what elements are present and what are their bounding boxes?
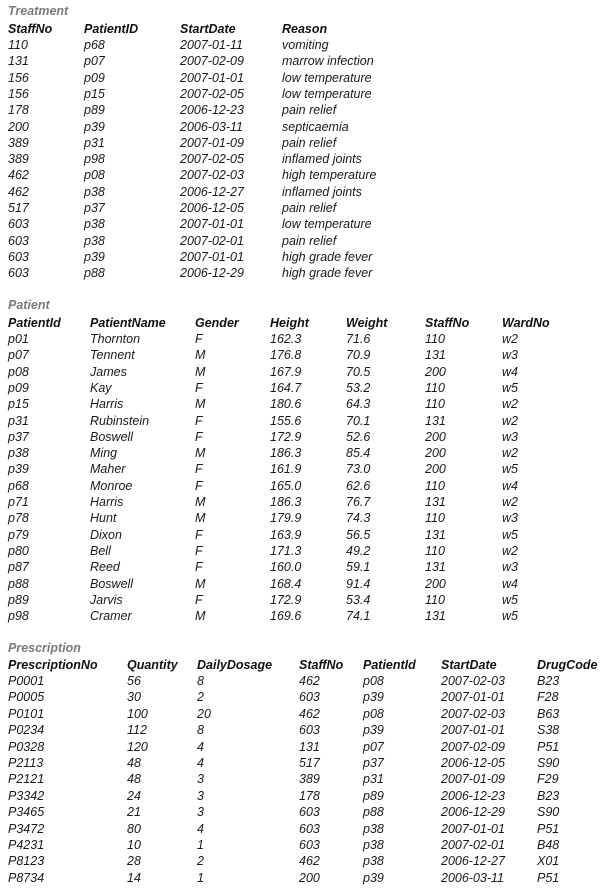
- patient-cell-weight: 70.9: [346, 348, 371, 363]
- patient-cell-height: 168.4: [270, 576, 302, 591]
- patient-cell-height: 162.3: [270, 332, 302, 346]
- treatment-header-start-date: StartDate: [180, 22, 236, 36]
- patient-cell-ward-no: w2: [502, 397, 518, 412]
- prescription-cell-staff-no: 131: [299, 739, 320, 754]
- prescription-cell-prescription-no: P8123: [8, 854, 45, 869]
- patient-cell-staff-no: 131: [425, 560, 446, 575]
- prescription-cell-drug-code: F29: [537, 772, 559, 787]
- treatment-cell-reason: vomiting: [282, 38, 329, 52]
- treatment-title: Treatment: [8, 4, 69, 18]
- treatment-cell-start-date: 2006-03-11: [180, 119, 244, 134]
- treatment-cell-reason: low temperature: [282, 70, 372, 85]
- prescription-cell-drug-code: P51: [537, 870, 560, 885]
- prescription-cell-prescription-no: P2121: [8, 772, 45, 787]
- treatment-cell-patient-id: p08: [84, 168, 105, 183]
- prescription-cell-staff-no: 462: [299, 706, 320, 721]
- patient-cell-weight: 70.5: [346, 364, 371, 379]
- treatment-cell-reason: high grade fever: [282, 266, 373, 281]
- treatment-cell-reason: pain relief: [282, 201, 337, 215]
- patient-cell-patient-name: Bell: [90, 543, 111, 558]
- patient-cell-ward-no: w3: [502, 511, 518, 526]
- prescription-cell-quantity: 21: [127, 805, 141, 820]
- prescription-cell-drug-code: S38: [537, 723, 560, 738]
- prescription-cell-patient-id: p38: [363, 854, 384, 869]
- prescription-cell-staff-no: 200: [299, 870, 320, 885]
- patient-cell-staff-no: 200: [425, 364, 446, 379]
- patient-cell-height: 155.6: [270, 413, 302, 428]
- treatment-cell-staff-no: 462: [8, 168, 29, 183]
- patient-cell-staff-no: 110: [425, 397, 445, 412]
- treatment-cell-start-date: 2007-02-03: [180, 168, 244, 183]
- treatment-cell-reason: pain relief: [282, 103, 337, 118]
- prescription-cell-daily-dosage: 1: [197, 870, 204, 885]
- treatment-cell-patient-id: p98: [84, 152, 105, 167]
- patient-cell-gender: M: [195, 495, 206, 509]
- patient-cell-ward-no: w3: [502, 429, 518, 444]
- patient-cell-patient-id: p78: [8, 511, 29, 526]
- patient-cell-gender: M: [195, 397, 206, 412]
- treatment-cell-reason: low temperature: [282, 86, 372, 101]
- patient-cell-weight: 76.7: [346, 495, 371, 509]
- prescription-cell-quantity: 14: [127, 870, 141, 885]
- patient-cell-height: 186.3: [270, 495, 302, 509]
- treatment-cell-staff-no: 156: [8, 86, 29, 101]
- prescription-cell-drug-code: P51: [537, 821, 560, 836]
- patient-cell-patient-id: p87: [8, 560, 29, 575]
- prescription-cell-daily-dosage: 3: [197, 772, 204, 787]
- prescription-cell-start-date: 2007-01-09: [441, 772, 505, 787]
- patient-cell-patient-name: Boswell: [90, 429, 134, 444]
- treatment-cell-reason: inflamed joints: [282, 184, 362, 199]
- treatment-header-reason: Reason: [282, 22, 328, 36]
- treatment-cell-patient-id: p39: [84, 249, 105, 264]
- patient-cell-patient-name: Ming: [90, 446, 118, 461]
- treatment-cell-reason: low temperature: [282, 217, 372, 232]
- prescription-cell-prescription-no: P8734: [8, 870, 45, 885]
- patient-cell-gender: F: [195, 429, 203, 444]
- patient-cell-ward-no: w2: [502, 413, 518, 428]
- treatment-cell-patient-id: p31: [84, 135, 105, 150]
- prescription-cell-prescription-no: P4231: [8, 838, 45, 852]
- patient-cell-height: 160.0: [270, 560, 302, 575]
- patient-cell-patient-name: Harris: [90, 397, 124, 412]
- patient-title: Patient: [8, 298, 50, 312]
- patient-header-staff-no: StaffNo: [425, 316, 470, 330]
- patient-cell-height: 172.9: [270, 429, 302, 444]
- prescription-cell-staff-no: 603: [299, 838, 320, 852]
- patient-cell-height: 186.3: [270, 446, 302, 461]
- patient-cell-gender: M: [195, 576, 206, 591]
- patient-cell-height: 163.9: [270, 527, 302, 542]
- prescription-cell-prescription-no: P3472: [8, 821, 45, 836]
- prescription-cell-prescription-no: P0234: [8, 723, 45, 738]
- prescription-cell-start-date: 2007-02-03: [441, 706, 505, 721]
- treatment-cell-start-date: 2007-02-05: [180, 152, 244, 167]
- prescription-cell-quantity: 56: [127, 674, 141, 688]
- prescription-cell-start-date: 2007-02-09: [441, 739, 505, 754]
- prescription-cell-daily-dosage: 8: [197, 723, 204, 738]
- prescription-cell-staff-no: 389: [299, 772, 320, 787]
- patient-cell-patient-name: Cramer: [90, 609, 132, 624]
- treatment-cell-staff-no: 603: [8, 233, 29, 248]
- prescription-cell-prescription-no: P3465: [8, 805, 45, 820]
- prescription-header-quantity: Quantity: [127, 658, 178, 672]
- patient-cell-patient-name: Kay: [90, 380, 112, 395]
- patient-cell-patient-id: p80: [8, 543, 29, 558]
- prescription-cell-quantity: 30: [127, 690, 141, 705]
- patient-cell-height: 165.0: [270, 478, 302, 493]
- prescription-cell-quantity: 48: [127, 772, 141, 787]
- patient-cell-patient-name: Hunt: [90, 511, 117, 526]
- prescription-cell-start-date: 2006-12-05: [441, 756, 505, 770]
- prescription-cell-daily-dosage: 4: [197, 821, 204, 836]
- treatment-cell-patient-id: p39: [84, 119, 105, 134]
- treatment-cell-staff-no: 389: [8, 152, 29, 167]
- prescription-cell-staff-no: 462: [299, 854, 320, 869]
- treatment-cell-staff-no: 110: [8, 38, 28, 52]
- patient-cell-height: 172.9: [270, 592, 302, 607]
- patient-cell-patient-id: p09: [8, 380, 29, 395]
- patient-cell-weight: 56.5: [346, 527, 371, 542]
- treatment-header-patient-id: PatientID: [84, 22, 139, 36]
- patient-cell-height: 171.3: [270, 543, 302, 558]
- prescription-cell-patient-id: p38: [363, 821, 384, 836]
- treatment-cell-staff-no: 517: [8, 201, 29, 215]
- patient-cell-patient-id: p79: [8, 527, 29, 542]
- treatment-cell-staff-no: 603: [8, 217, 29, 232]
- treatment-cell-patient-id: p38: [84, 217, 105, 232]
- treatment-cell-patient-id: p37: [84, 201, 105, 215]
- prescription-cell-daily-dosage: 8: [197, 674, 204, 688]
- treatment-cell-start-date: 2006-12-23: [180, 103, 244, 118]
- prescription-header-drug-code: DrugCode: [537, 658, 598, 672]
- patient-cell-patient-id: p15: [8, 397, 29, 412]
- treatment-cell-reason: pain relief: [282, 233, 337, 248]
- treatment-cell-start-date: 2007-01-11: [180, 38, 244, 52]
- prescription-header-staff-no: StaffNo: [299, 658, 344, 672]
- treatment-cell-start-date: 2007-01-09: [180, 135, 244, 150]
- patient-cell-patient-id: p68: [8, 478, 29, 493]
- patient-cell-patient-id: p31: [8, 413, 29, 428]
- prescription-cell-daily-dosage: 3: [197, 805, 204, 820]
- patient-cell-ward-no: w2: [502, 446, 518, 461]
- patient-cell-staff-no: 200: [425, 446, 446, 461]
- treatment-cell-patient-id: p38: [84, 233, 105, 248]
- patient-cell-height: 169.6: [270, 609, 302, 624]
- prescription-cell-quantity: 112: [127, 723, 147, 738]
- patient-cell-height: 179.9: [270, 511, 302, 526]
- patient-cell-patient-name: James: [90, 364, 127, 379]
- treatment-cell-reason: marrow infection: [282, 54, 374, 69]
- patient-cell-patient-id: p08: [8, 364, 29, 379]
- prescription-cell-patient-id: p31: [363, 772, 384, 787]
- prescription-cell-start-date: 2006-12-23: [441, 788, 505, 803]
- prescription-header-patient-id: PatientId: [363, 658, 416, 672]
- patient-cell-weight: 71.6: [346, 332, 371, 346]
- prescription-cell-start-date: 2007-01-01: [441, 821, 505, 836]
- patient-cell-patient-name: Monroe: [90, 478, 133, 493]
- patient-cell-ward-no: w4: [502, 478, 518, 493]
- prescription-cell-drug-code: F28: [537, 690, 559, 705]
- prescription-cell-prescription-no: P0005: [8, 690, 45, 705]
- treatment-cell-patient-id: p09: [84, 70, 105, 85]
- patient-cell-ward-no: w5: [502, 462, 518, 477]
- patient-cell-staff-no: 110: [425, 543, 445, 558]
- treatment-cell-staff-no: 389: [8, 135, 29, 150]
- prescription-cell-start-date: 2007-02-03: [441, 674, 505, 688]
- patient-cell-ward-no: w3: [502, 348, 518, 363]
- prescription-cell-quantity: 10: [127, 838, 141, 852]
- prescription-cell-quantity: 48: [127, 756, 141, 770]
- prescription-cell-patient-id: p39: [363, 690, 384, 705]
- prescription-cell-drug-code: B23: [537, 788, 560, 803]
- patient-cell-staff-no: 110: [425, 592, 445, 607]
- treatment-cell-start-date: 2007-01-01: [180, 249, 244, 264]
- patient-cell-gender: F: [195, 543, 203, 558]
- prescription-cell-quantity: 120: [127, 739, 148, 754]
- patient-cell-ward-no: w2: [502, 495, 518, 509]
- patient-cell-gender: F: [195, 332, 203, 346]
- patient-cell-weight: 59.1: [346, 560, 371, 575]
- patient-header-weight: Weight: [346, 316, 388, 330]
- patient-cell-ward-no: w5: [502, 609, 518, 624]
- patient-cell-patient-name: Thornton: [90, 332, 141, 346]
- prescription-cell-daily-dosage: 4: [197, 756, 204, 770]
- treatment-cell-reason: high grade fever: [282, 249, 373, 264]
- prescription-cell-staff-no: 517: [299, 756, 320, 770]
- patient-cell-ward-no: w5: [502, 380, 518, 395]
- prescription-cell-quantity: 100: [127, 706, 148, 721]
- patient-header-patient-name: PatientName: [90, 316, 166, 330]
- patient-cell-gender: F: [195, 592, 203, 607]
- treatment-cell-patient-id: p88: [84, 266, 105, 281]
- patient-cell-gender: M: [195, 609, 206, 624]
- patient-cell-patient-name: Boswell: [90, 576, 134, 591]
- patient-cell-ward-no: w2: [502, 332, 518, 346]
- treatment-cell-patient-id: p07: [84, 54, 105, 69]
- prescription-title: Prescription: [8, 641, 81, 655]
- patient-cell-weight: 91.4: [346, 576, 371, 591]
- patient-cell-weight: 62.6: [346, 478, 371, 493]
- prescription-cell-patient-id: p88: [363, 805, 384, 820]
- prescription-cell-drug-code: B63: [537, 706, 560, 721]
- treatment-cell-start-date: 2006-12-27: [180, 184, 244, 199]
- patient-cell-weight: 74.3: [346, 511, 371, 526]
- treatment-cell-start-date: 2006-12-05: [180, 201, 244, 215]
- patient-cell-patient-id: p88: [8, 576, 29, 591]
- patient-cell-ward-no: w5: [502, 592, 518, 607]
- prescription-header-start-date: StartDate: [441, 658, 497, 672]
- patient-cell-staff-no: 110: [425, 380, 445, 395]
- patient-cell-height: 167.9: [270, 364, 302, 379]
- prescription-cell-patient-id: p08: [363, 674, 384, 688]
- patient-cell-weight: 53.2: [346, 380, 371, 395]
- patient-cell-staff-no: 110: [425, 511, 445, 526]
- patient-cell-ward-no: w4: [502, 576, 518, 591]
- prescription-cell-patient-id: p39: [363, 870, 384, 885]
- patient-cell-staff-no: 110: [425, 478, 445, 493]
- patient-cell-gender: M: [195, 348, 206, 363]
- prescription-cell-drug-code: P51: [537, 739, 560, 754]
- patient-cell-gender: F: [195, 380, 203, 395]
- prescription-cell-prescription-no: P3342: [8, 788, 45, 803]
- patient-cell-patient-name: Rubinstein: [90, 413, 150, 428]
- prescription-cell-daily-dosage: 3: [197, 788, 204, 803]
- treatment-cell-patient-id: p15: [84, 86, 105, 101]
- prescription-cell-staff-no: 603: [299, 723, 320, 738]
- treatment-cell-start-date: 2007-01-01: [180, 217, 244, 232]
- treatment-cell-reason: inflamed joints: [282, 152, 362, 167]
- treatment-cell-patient-id: p38: [84, 184, 105, 199]
- patient-cell-weight: 85.4: [346, 446, 371, 461]
- treatment-header-staff-no: StaffNo: [8, 22, 53, 36]
- prescription-cell-patient-id: p89: [363, 788, 384, 803]
- patient-cell-staff-no: 200: [425, 462, 446, 477]
- prescription-cell-daily-dosage: 2: [197, 854, 204, 869]
- prescription-cell-drug-code: B48: [537, 838, 560, 852]
- patient-cell-patient-id: p07: [8, 348, 29, 363]
- prescription-cell-start-date: 2006-12-29: [441, 805, 505, 820]
- patient-cell-staff-no: 200: [425, 576, 446, 591]
- patient-cell-patient-id: p89: [8, 592, 29, 607]
- treatment-cell-patient-id: p68: [84, 38, 105, 52]
- prescription-cell-staff-no: 462: [299, 674, 320, 688]
- prescription-cell-prescription-no: P2113: [8, 756, 44, 770]
- patient-cell-patient-id: p01: [8, 332, 29, 346]
- patient-cell-ward-no: w2: [502, 543, 518, 558]
- patient-cell-gender: F: [195, 462, 203, 477]
- prescription-cell-quantity: 24: [127, 788, 141, 803]
- treatment-cell-reason: high temperature: [282, 168, 377, 183]
- treatment-cell-start-date: 2006-12-29: [180, 266, 244, 281]
- patient-cell-staff-no: 131: [425, 495, 446, 509]
- patient-cell-height: 180.6: [270, 397, 302, 412]
- treatment-cell-start-date: 2007-01-01: [180, 70, 244, 85]
- treatment-cell-patient-id: p89: [84, 103, 105, 118]
- patient-cell-staff-no: 131: [425, 609, 446, 624]
- prescription-cell-daily-dosage: 4: [197, 739, 204, 754]
- treatment-cell-start-date: 2007-02-01: [180, 233, 244, 248]
- prescription-cell-start-date: 2006-12-27: [441, 854, 505, 869]
- prescription-cell-staff-no: 603: [299, 805, 320, 820]
- prescription-cell-drug-code: X01: [537, 854, 560, 869]
- treatment-cell-start-date: 2007-02-09: [180, 54, 244, 69]
- patient-cell-patient-name: Reed: [90, 560, 120, 575]
- prescription-cell-start-date: 2007-02-01: [441, 838, 505, 852]
- patient-cell-ward-no: w4: [502, 364, 518, 379]
- prescription-cell-patient-id: p37: [363, 756, 384, 770]
- patient-header-ward-no: WardNo: [502, 316, 550, 330]
- prescription-header-daily-dosage: DailyDosage: [197, 658, 273, 672]
- prescription-cell-quantity: 28: [127, 854, 141, 869]
- patient-cell-patient-id: p39: [8, 462, 29, 477]
- treatment-cell-reason: septicaemia: [282, 119, 349, 134]
- patient-cell-patient-name: Dixon: [90, 527, 122, 542]
- patient-cell-patient-id: p98: [8, 609, 29, 624]
- patient-cell-gender: F: [195, 413, 203, 428]
- prescription-cell-drug-code: S90: [537, 805, 560, 820]
- patient-cell-gender: F: [195, 478, 203, 493]
- prescription-cell-drug-code: B23: [537, 674, 560, 688]
- patient-cell-patient-name: Jarvis: [90, 592, 123, 607]
- treatment-cell-staff-no: 603: [8, 249, 29, 264]
- patient-cell-gender: F: [195, 527, 203, 542]
- treatment-cell-staff-no: 462: [8, 184, 29, 199]
- prescription-cell-patient-id: p07: [363, 739, 384, 754]
- treatment-cell-staff-no: 178: [8, 103, 29, 118]
- patient-cell-patient-name: Maher: [90, 462, 126, 477]
- prescription-cell-start-date: 2007-01-01: [441, 723, 505, 738]
- prescription-cell-staff-no: 603: [299, 690, 320, 705]
- patient-cell-height: 176.8: [270, 348, 302, 363]
- prescription-cell-prescription-no: P0001: [8, 674, 45, 688]
- patient-cell-weight: 52.6: [346, 429, 371, 444]
- patient-cell-weight: 70.1: [346, 413, 371, 428]
- prescription-cell-drug-code: S90: [537, 756, 560, 770]
- patient-cell-weight: 49.2: [346, 543, 371, 558]
- prescription-cell-daily-dosage: 20: [197, 706, 211, 721]
- prescription-header-prescription-no: PrescriptionNo: [8, 658, 98, 672]
- patient-cell-staff-no: 200: [425, 429, 446, 444]
- patient-cell-weight: 53.4: [346, 592, 371, 607]
- prescription-cell-start-date: 2007-01-01: [441, 690, 505, 705]
- patient-cell-patient-name: Tennent: [90, 348, 135, 363]
- patient-cell-weight: 64.3: [346, 397, 371, 412]
- treatment-cell-staff-no: 603: [8, 266, 29, 281]
- patient-cell-patient-name: Harris: [90, 495, 124, 509]
- prescription-cell-prescription-no: P0328: [8, 739, 45, 754]
- prescription-cell-daily-dosage: 2: [197, 690, 204, 705]
- patient-cell-weight: 73.0: [346, 462, 371, 477]
- patient-cell-gender: F: [195, 560, 203, 575]
- treatment-cell-staff-no: 131: [8, 54, 29, 69]
- patient-cell-gender: M: [195, 364, 206, 379]
- patient-header-gender: Gender: [195, 316, 239, 330]
- patient-header-patient-id: PatientId: [8, 316, 61, 330]
- patient-cell-height: 164.7: [270, 380, 302, 395]
- patient-cell-ward-no: w3: [502, 560, 518, 575]
- treatment-cell-staff-no: 200: [8, 119, 29, 134]
- prescription-cell-staff-no: 603: [299, 821, 320, 836]
- patient-cell-staff-no: 131: [425, 348, 446, 363]
- prescription-cell-staff-no: 178: [299, 788, 320, 803]
- treatment-cell-start-date: 2007-02-05: [180, 86, 244, 101]
- patient-cell-gender: M: [195, 446, 206, 461]
- patient-cell-staff-no: 110: [425, 332, 445, 346]
- patient-cell-weight: 74.1: [346, 609, 371, 624]
- prescription-cell-start-date: 2006-03-11: [441, 870, 505, 885]
- prescription-cell-prescription-no: P0101: [8, 706, 45, 721]
- patient-header-height: Height: [270, 316, 309, 330]
- prescription-cell-patient-id: p08: [363, 706, 384, 721]
- prescription-cell-patient-id: p38: [363, 838, 384, 852]
- patient-cell-patient-id: p71: [8, 495, 29, 509]
- prescription-cell-quantity: 80: [127, 821, 141, 836]
- patient-cell-staff-no: 131: [425, 527, 446, 542]
- prescription-cell-daily-dosage: 1: [197, 838, 204, 852]
- prescription-cell-patient-id: p39: [363, 723, 384, 738]
- patient-cell-gender: M: [195, 511, 206, 526]
- treatment-cell-reason: pain relief: [282, 135, 337, 150]
- patient-cell-height: 161.9: [270, 462, 302, 477]
- patient-cell-patient-id: p38: [8, 446, 29, 461]
- patient-cell-ward-no: w5: [502, 527, 518, 542]
- patient-cell-patient-id: p37: [8, 429, 29, 444]
- patient-cell-staff-no: 131: [425, 413, 446, 428]
- treatment-cell-staff-no: 156: [8, 70, 29, 85]
